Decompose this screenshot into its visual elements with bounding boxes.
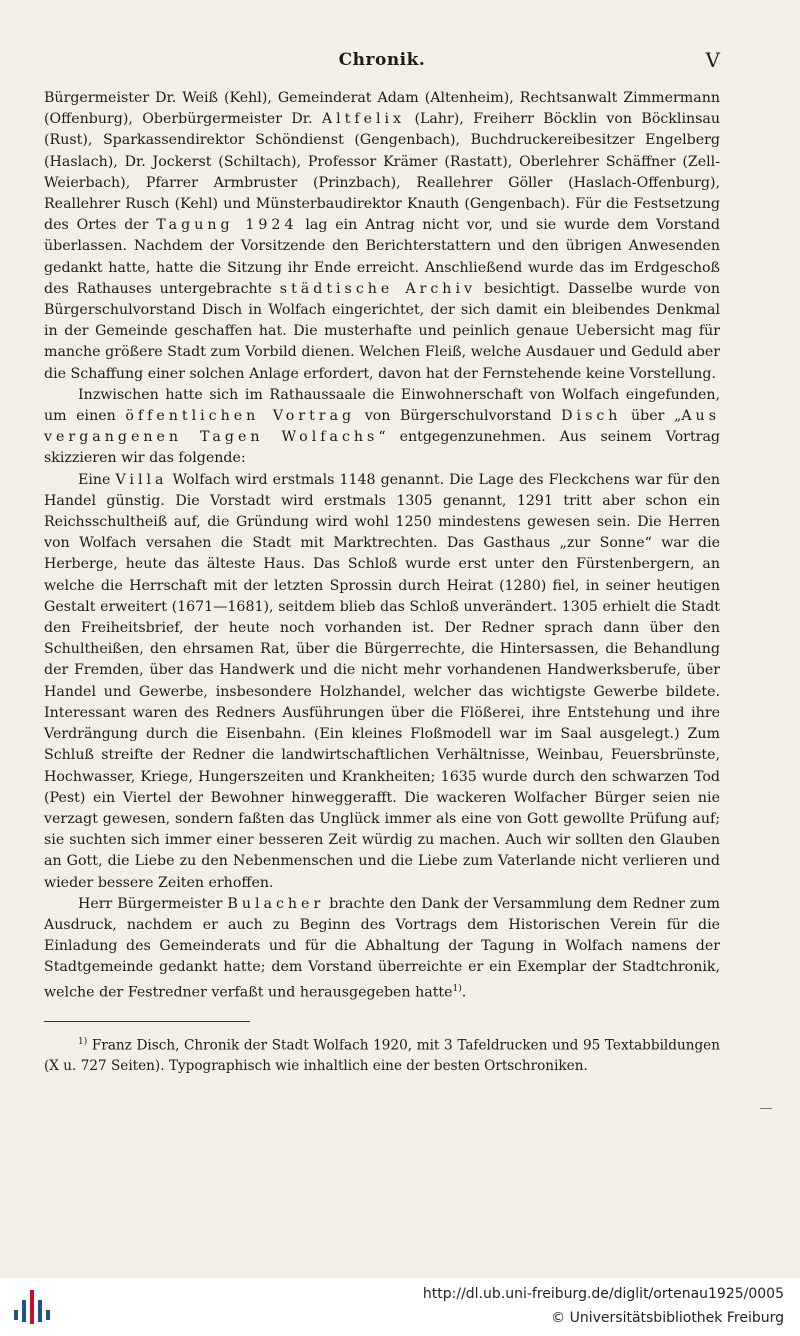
text-run: (Lahr), Freiherr Böcklin von Böcklinsau (Rust), Sparkassendirektor Schöndienst (Gengenbach), Buchdruckereibesitzer Engelberg (Haslach), Dr. Jockerst (Schiltach), Professor Krämer (Rastatt), Oberlehrer Schäffner (Zell-Weierbach), Pfarrer Armbruster (Prinzbach), Reallehrer Göller (Haslach-Offenburg), Reallehrer Rusch (Kehl) und Münsterbaudirektor Knauth (Gengenbach). Für die Festsetzung des Ortes der bbox=[44, 111, 720, 234]
text-run: über „ bbox=[621, 408, 682, 425]
text-run: Herr Bürgermeister bbox=[78, 895, 228, 912]
text-run: Eine bbox=[78, 471, 116, 488]
source-url-link[interactable]: http://dl.ub.uni-freiburg.de/diglit/ortenau1925/0005 bbox=[422, 1286, 784, 1302]
spaced-emphasis: städtische Archiv bbox=[279, 280, 476, 297]
ub-freiburg-logo-icon bbox=[10, 1286, 54, 1328]
footnote-rule bbox=[44, 1021, 250, 1022]
footnote bbox=[44, 1032, 720, 1076]
spaced-emphasis: Villa bbox=[115, 471, 168, 488]
text-run: Bürgermeister Dr. Weiß (Kehl), Gemeinderat Adam (Altenheim), Rechtsanwalt Zimmermann (Offenburg), Oberbürgermeister Dr. bbox=[44, 90, 720, 128]
page-number: V bbox=[705, 48, 720, 72]
text-run: lag ein Antrag nicht vor, und sie wurde dem Vorstand überlassen. Nachdem der Vorsitzende den Berichterstattern und den übrigen Anwesenden gedankt hatte, hatte die Sitzung ihr Ende erreicht. Anschließend wurde das im Erdgeschoß des Rathauses untergebrachte bbox=[44, 217, 721, 297]
text-run: . bbox=[461, 984, 467, 1001]
paragraph bbox=[44, 470, 720, 894]
copyright-notice: © Universitätsbibliothek Freiburg bbox=[551, 1310, 784, 1326]
running-title: Chronik. bbox=[338, 50, 426, 70]
footer-bar bbox=[0, 1278, 800, 1336]
spaced-emphasis: Tagung 1924 bbox=[156, 217, 298, 234]
page-header bbox=[44, 50, 720, 80]
spaced-emphasis: Altfelix bbox=[321, 111, 406, 128]
text-run: besichtigt. Dasselbe wurde von Bürgerschulvorstand Disch in Wolfach eingerichtet, der sich damit ein bleibendes Denkmal in der Gemeinde geschaffen hat. Die musterhafte und peinlich genaue Uebersicht mag für manche größere Stadt zum Vorbild dienen. Welchen Fleiß, welche Ausdauer und Geduld aber die Schaffung einer solchen Anlage erfordert, davon hat der Fernstehende keine Vorstellung. bbox=[44, 280, 720, 382]
footnote-text: Franz Disch, Chronik der Stadt Wolfach 1920, mit 3 Tafeldrucken und 95 Textabbildungen (X u. 727 Seiten). Typographisch wie inhaltlich eine der besten Ortschroniken. bbox=[44, 1038, 720, 1074]
text-run: von Bürgerschulvorstand bbox=[355, 408, 562, 425]
spaced-emphasis: Bulacher bbox=[227, 895, 325, 912]
paragraph bbox=[44, 385, 720, 470]
spaced-emphasis: Aus vergangenen Tagen Wolfachs bbox=[44, 408, 720, 446]
body-text bbox=[44, 88, 720, 1003]
spaced-emphasis: Disch bbox=[561, 408, 622, 425]
margin-dash bbox=[760, 1108, 772, 1109]
text-run: “ entgegenzunehmen. Aus seinem Vortrag skizzieren wir das folgende: bbox=[44, 429, 720, 467]
text-run: brachte den Dank der Versammlung dem Redner zum Ausdruck, nachdem er auch zu Beginn des Vortrags dem Historischen Verein für die Einladung des Gemeinderats und für die Abhaltung der Tagung in Wolfach namens der Stadtgemeinde gedankt hatte; dem Vorstand überreichte er ein Exemplar der Stadtchronik, welche der Festredner verfaßt und herausgegeben hatte bbox=[44, 895, 720, 1001]
paragraph bbox=[44, 894, 720, 1004]
text-run: Wolfach wird erstmals 1148 genannt. Die Lage des Fleckchens war für den Handel günstig. Die Vorstadt wird erstmals 1305 genannt, 1291 tritt aber schon ein Reichsschultheiß auf, die Gründung wird wohl 1250 mindestens gewesen sein. Die Herren von Wolfach versahen die Stadt mit Marktrechten. Das Gasthaus „zur Sonne“ war die Herberge, heute das älteste Haus. Das Schloß wurde erst unter den Fürstenbergern, an welche die Herrschaft mit der letzten Sprossin durch Heirat (1280) fiel, in seiner heutigen Gestalt erweitert (1671—1681), seitdem blieb das Schloß unverändert. 1305 erhielt die Stadt den Freiheitsbrief, der heute noch vorhanden ist. Der Redner sprach dann über den Schultheißen, den ehrsamen Rat, über die Bürgerrechte, die Hintersassen, die Behandlung der Fremden, über das Handwerk und die nicht mehr vorhandenen Handwerksberufe, über Handel und Gewerbe, insbesondere Holzhandel, welcher das wichtigste Gewerbe bildete. Interessant waren des Redners Ausführungen über die Flößerei, ihre Entstehung und ihre Verdrängung durch die Eisenbahn. (Ein kleines Floßmodell war im Saal ausgelegt.) Zum Schluß streifte der Redner die landwirtschaftlichen Verhältnisse, Weinbau, Feuersbrünste, Hochwasser, Kriege, Hungerszeiten und Krankheiten; 1635 wurde durch den schwarzen Tod (Pest) ein Viertel der Bewohner hinweggerafft. Die wackeren Wolfacher Bürger seien nie verzagt gewesen, sondern faßten das Unglück immer als eine von Gott gewollte Prüfung auf; sie suchten sich immer einer besseren Zeit würdig zu machen. Auch wir sollten den Glauben an Gott, die Liebe zu den Nebenmenschen und die Liebe zum Vaterlande nicht verlieren und wieder bessere Zeiten erhoffen. bbox=[44, 471, 720, 891]
document-page bbox=[44, 50, 720, 1076]
spaced-emphasis: öffentlichen Vortrag bbox=[125, 408, 356, 425]
paragraph bbox=[44, 88, 720, 385]
text-run: Inzwischen hatte sich im Rathaussaale die Einwohnerschaft von Wolfach eingefunden, um einen bbox=[44, 386, 720, 425]
footnote-reference: 1) bbox=[452, 983, 462, 994]
footnote-marker: 1) bbox=[78, 1037, 88, 1048]
